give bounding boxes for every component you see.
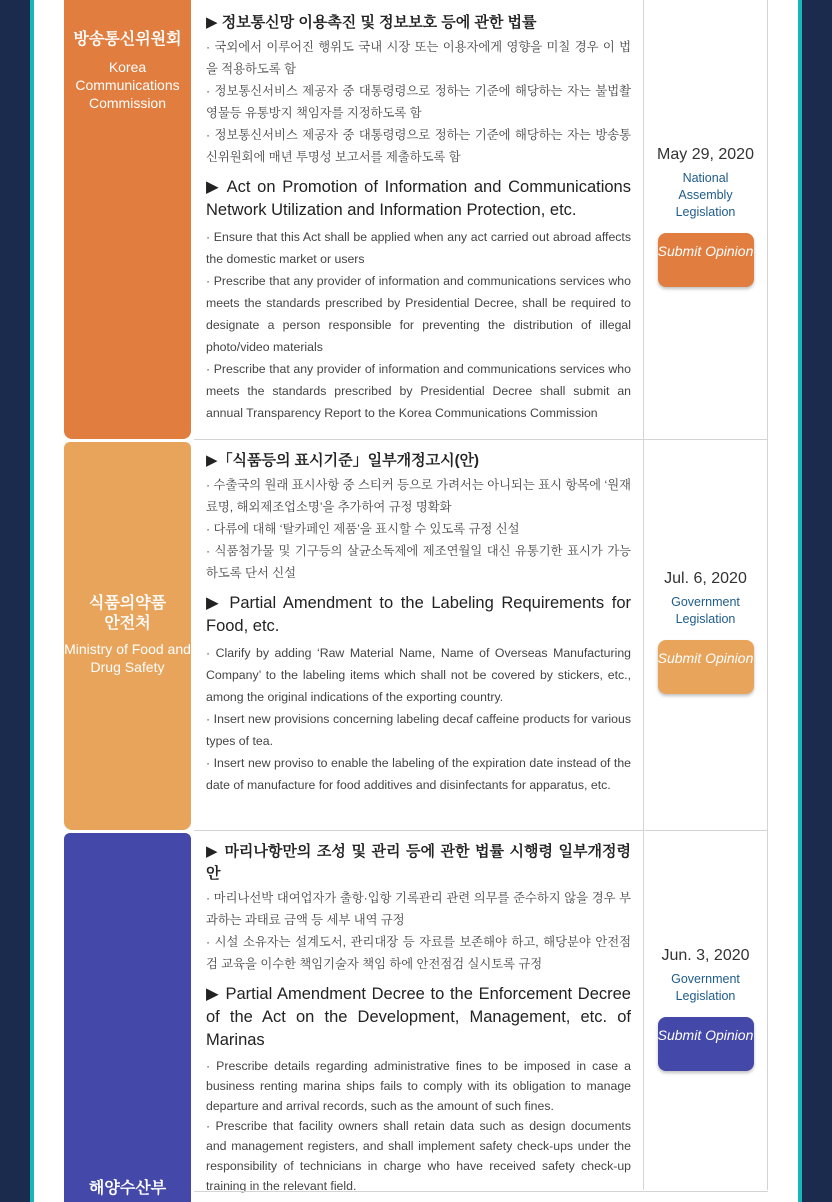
legislation-content [194,0,643,439]
legislation-entry-kcc [64,0,768,439]
item-ko: · 정보통신서비스 제공자 중 대통령령으로 정하는 기준에 해당하는 자는 방송통신위원회에 매년 투명성 보고서를 제출하도록 함 [206,128,631,164]
legislation-stage: National Assembly Legislation [675,171,736,219]
right-frame [800,0,832,1202]
agency-name-en: Ministry of Food and Drug Safety [64,641,191,675]
item-en: · Clarify by adding ‘Raw Material Name, Name of Overseas Manufacturing Company’ to the labeling items which shall not be covered by stickers, etc., among the original indications of the exporting country. [206,646,631,704]
title-en: ▶ Act on Promotion of Information and Communications Network Utilization and Information Protection, etc. [206,178,631,219]
agency-name-ko: 방송통신위원회 [73,31,182,48]
item-en: · Insert new provisions concerning labeling decaf caffeine products for various types of tea. [206,712,631,748]
date: Jul. 6, 2020 [664,570,747,587]
agency-name-ko: 식품의약품 안전처 [88,595,167,632]
date: May 29, 2020 [657,146,754,163]
status-cell [643,439,768,830]
submit-opinion-button[interactable]: Submit Opinion [658,640,754,694]
item-ko: · 국외에서 이루어진 행위도 국내 시장 또는 이용자에게 영향을 미칠 경우 이 법을 적용하도록 함 [206,40,631,76]
item-ko: · 시설 소유자는 설계도서, 관리대장 등 자료를 보존해야 하고, 해당분야 안전점검 교육을 이수한 책임기술자 책임 하에 안전점검 실시토록 규정 [206,935,631,971]
legislation-stage: Government Legislation [671,972,740,1003]
agency-cell [64,442,191,830]
legislation-content [194,830,643,1193]
title-ko: ▶ 마리나항만의 조성 및 관리 등에 관한 법률 시행령 일부개정령안 [206,843,631,882]
item-en: · Prescribe that any provider of information and communications services who meets the standards prescribed by Presidential Decree shall submit an annual Transparency Report to the Korea Communications Commission [206,362,631,420]
agency-cell [64,0,191,439]
status-cell [643,0,768,439]
date: Jun. 3, 2020 [661,947,750,964]
agency-name-en: Korea Communications Commission [75,59,180,111]
item-en: · Ensure that this Act shall be applied when any act carried out abroad affects the domestic market or users [206,230,631,266]
legislation-content [194,439,643,830]
title-ko: ▶「식품등의 표시기준」일부개정고시(안) [206,452,480,469]
title-ko: ▶ 정보통신망 이용촉진 및 정보보호 등에 관한 법률 [206,14,537,31]
item-ko: · 수출국의 원래 표시사항 중 스티커 등으로 가려서는 아니되는 표시 항목에 ‘원재료명, 해외제조업소명’을 추가하여 규정 명확화 [206,478,631,514]
item-en: · Prescribe that facility owners shall retain data such as design documents and management registers, and shall implement safety check-ups under the responsibility of technicians in charge who have received safety check-up training in the relevant field. [206,1119,631,1193]
legislation-entry-mof [64,830,768,1202]
title-en: ▶ Partial Amendment to the Labeling Requirements for Food, etc. [206,594,631,635]
row-divider [194,1191,768,1192]
legislation-entry-mfds [64,439,768,830]
submit-opinion-button[interactable]: Submit Opinion [658,1017,754,1071]
status-cell [643,830,768,1190]
submit-opinion-button[interactable]: Submit Opinion [658,233,754,287]
item-ko: · 정보통신서비스 제공자 중 대통령령으로 정하는 기준에 해당하는 자는 불법촬영물등 유통방지 책임자를 지정하도록 함 [206,84,631,120]
item-ko: · 마리나선박 대여업자가 출항·입항 기록관리 관련 의무를 준수하지 않을 경우 부과하는 과태료 금액 등 세부 내역 규정 [206,891,631,927]
agency-name-ko: 해양수산부 [88,1180,167,1197]
item-en: · Insert new proviso to enable the labeling of the expiration date instead of the date of manufacture for food additives and disinfectants for apparatus, etc. [206,756,631,792]
right-frame-accent [798,0,802,1202]
item-en: · Prescribe details regarding administrative fines to be imposed in case a business renting marina ships fails to comply with its obligation to manage departure and arrival records, such as the amount of such fines. [206,1059,631,1113]
item-en: · Prescribe that any provider of information and communications services who meets the standards prescribed by Presidential Decree, shall be required to designate a person responsible for preventing the distribution of illegal photo/video materials [206,274,631,354]
left-frame [0,0,32,1202]
item-ko: · 식품첨가물 및 기구등의 살균소독제에 제조연월일 대신 유통기한 표시가 가능하도록 단서 신설 [206,544,631,580]
title-en: ▶ Partial Amendment Decree to the Enforcement Decree of the Act on the Development, Management, etc. of Marinas [206,985,631,1049]
agency-cell [64,833,191,1202]
item-ko: · 다류에 대해 ‘탈카페인 제품’을 표시할 수 있도록 규정 신설 [206,522,520,536]
legislation-stage: Government Legislation [671,595,740,626]
